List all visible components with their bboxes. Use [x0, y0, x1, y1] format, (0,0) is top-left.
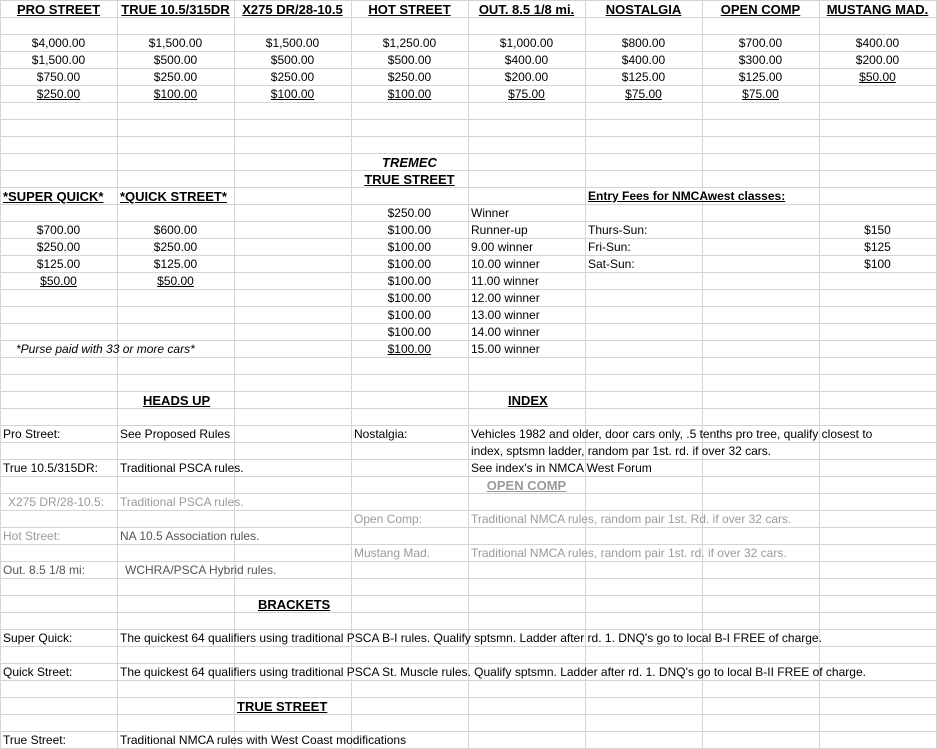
quick-street-text: The quickest 64 qualifiers using traditional PSCA St. Muscle rules. Qualify sptsmn. Ladder after rd. 1. DNQ's go to local B-II FREE of charge.: [120, 665, 866, 679]
tremec-amount: $100.00: [387, 223, 431, 237]
fee-amount: $150: [864, 223, 891, 237]
headsup-label: Out. 8.5 1/8 mi:: [3, 563, 86, 577]
purse-cell: $250.00: [270, 70, 315, 84]
headsup-title: HEADS UP: [143, 393, 211, 408]
super-quick-amount: $50.00: [40, 274, 77, 288]
grid-line: [0, 0, 1, 749]
headsup-label: Hot Street:: [3, 529, 61, 543]
super-quick-text: The quickest 64 qualifiers using traditional PSCA B-I rules. Qualify sptsmn. Ladder after rd. 1. DNQ's go to local B-I FREE of charge.: [120, 631, 822, 645]
open-comp-label: Open Comp:: [354, 512, 423, 526]
index-line-3: See index's in NMCA West Forum: [471, 461, 652, 475]
tremec-amount: $100.00: [387, 257, 431, 271]
tremec-amount: $100.00: [387, 342, 431, 356]
purse-cell: $100.00: [387, 87, 432, 101]
headsup-rule: Traditional PSCA rules.: [120, 461, 244, 475]
purse-cell: $75.00: [508, 87, 545, 101]
headsup-label: Pro Street:: [3, 427, 61, 441]
purse-cell: $750.00: [36, 70, 81, 84]
purse-cell: $400.00: [621, 53, 666, 67]
purse-cell: $75.00: [742, 87, 779, 101]
tremec-label: Runner-up: [471, 223, 528, 237]
super-quick-header: *SUPER QUICK*: [3, 189, 104, 204]
tremec-amount: $100.00: [387, 291, 431, 305]
brackets-title: BRACKETS: [258, 597, 331, 612]
header-nostalgia: NOSTALGIA: [605, 2, 682, 17]
purse-cell: $200.00: [504, 70, 549, 84]
purse-cell: $1,000.00: [499, 36, 554, 50]
purse-cell: $700.00: [738, 36, 783, 50]
tremec-label: 13.00 winner: [471, 308, 540, 322]
fee-label: Thurs-Sun:: [588, 223, 648, 237]
fee-label: Fri-Sun:: [588, 240, 631, 254]
true-street-label: True Street:: [3, 733, 66, 747]
tremec-label: 15.00 winner: [471, 342, 540, 356]
index-line-2: index, sptsmn ladder, random par 1st. rd. if over 32 cars.: [471, 444, 772, 458]
tremec-label: 14.00 winner: [471, 325, 540, 339]
header-open-comp: OPEN COMP: [720, 2, 801, 17]
super-quick-amount: $700.00: [36, 223, 81, 237]
purse-cell: $400.00: [855, 36, 900, 50]
purse-cell: $250.00: [387, 70, 432, 84]
purse-cell: $500.00: [387, 53, 432, 67]
purse-cell: $200.00: [855, 53, 900, 67]
purse-cell: $1,250.00: [382, 36, 437, 50]
headsup-label: X275 DR/28-10.5:: [8, 495, 105, 509]
super-quick-label: Super Quick:: [3, 631, 73, 645]
quick-street-header: *QUICK STREET*: [120, 189, 227, 204]
fee-amount: $125: [864, 240, 891, 254]
header-pro-street: PRO STREET: [16, 2, 101, 17]
purse-cell: [819, 86, 936, 103]
purse-cell: $300.00: [738, 53, 783, 67]
tremec-subtitle: TRUE STREET: [364, 172, 455, 187]
open-comp-title: OPEN COMP: [486, 478, 567, 493]
headsup-rule: NA 10.5 Association rules.: [120, 529, 260, 543]
header-mustang-mad: MUSTANG MAD.: [826, 2, 929, 17]
header-x275: X275 DR/28-10.5: [242, 2, 343, 17]
purse-cell: $500.00: [153, 53, 198, 67]
true-street-title: TRUE STREET: [237, 699, 328, 714]
tremec-amount: $250.00: [387, 206, 431, 220]
headsup-label: True 10.5/315DR:: [3, 461, 98, 475]
purse-cell: $125.00: [738, 70, 783, 84]
quick-street-amount: $125.00: [153, 257, 198, 271]
purse-cell: $75.00: [625, 87, 662, 101]
purse-cell: $250.00: [153, 70, 198, 84]
quick-street-label: Quick Street:: [3, 665, 73, 679]
super-quick-amount: $250.00: [36, 240, 81, 254]
tremec-amount: $100.00: [387, 325, 431, 339]
tremec-label: 10.00 winner: [471, 257, 540, 271]
purse-cell: $100.00: [270, 87, 315, 101]
open-comp-text: Traditional NMCA rules, random pair 1st. Rd. if over 32 cars.: [471, 512, 792, 526]
header-outlaw-85: OUT. 8.5 1/8 mi.: [478, 2, 575, 17]
purse-cell: $250.00: [36, 87, 81, 101]
purse-cell: $1,500.00: [148, 36, 203, 50]
index-title: INDEX: [508, 393, 548, 408]
index-line-1: Vehicles 1982 and older, door cars only, .5 tenths pro tree, qualify closest to: [471, 427, 873, 441]
purse-cell: $400.00: [504, 53, 549, 67]
mustang-text: Traditional NMCA rules, random pair 1st. rd. if over 32 cars.: [471, 546, 787, 560]
mustang-label: Mustang Mad.: [354, 546, 431, 560]
true-street-text: Traditional NMCA rules with West Coast modifications: [120, 733, 407, 747]
purse-cell: $125.00: [621, 70, 666, 84]
quick-street-amount: $50.00: [157, 274, 194, 288]
tremec-label: 11.00 winner: [471, 274, 539, 288]
tremec-amount: $100.00: [387, 308, 431, 322]
purse-cell: $50.00: [859, 70, 896, 84]
quick-street-amount: $600.00: [153, 223, 198, 237]
purse-cell: $800.00: [621, 36, 666, 50]
fee-label: Sat-Sun:: [588, 257, 635, 271]
tremec-label: 9.00 winner: [471, 240, 534, 254]
purse-cell: $100.00: [153, 87, 198, 101]
purse-cell: $4,000.00: [31, 36, 86, 50]
fees-title: Entry Fees for NMCAwest classes:: [588, 189, 786, 203]
tremec-label: Winner: [471, 206, 510, 220]
purse-note: *Purse paid with 33 or more cars*: [16, 342, 195, 356]
purse-cell: $1,500.00: [265, 36, 320, 50]
purse-cell: $1,500.00: [31, 53, 86, 67]
header-hot-street: HOT STREET: [368, 2, 451, 17]
tremec-amount: $100.00: [387, 274, 431, 288]
headsup-rule: Traditional PSCA rules.: [120, 495, 244, 509]
tremec-label: 12.00 winner: [471, 291, 540, 305]
tremec-amount: $100.00: [387, 240, 431, 254]
headsup-rule: WCHRA/PSCA Hybrid rules.: [125, 563, 277, 577]
headsup-rule: See Proposed Rules: [120, 427, 231, 441]
super-quick-amount: $125.00: [36, 257, 81, 271]
grid-line: [117, 0, 118, 749]
fee-amount: $100: [864, 257, 891, 271]
header-true-105: TRUE 10.5/315DR: [121, 2, 230, 17]
purse-cell: $500.00: [270, 53, 315, 67]
index-label: Nostalgia:: [354, 427, 408, 441]
tremec-title: TREMEC: [382, 155, 437, 170]
quick-street-amount: $250.00: [153, 240, 198, 254]
